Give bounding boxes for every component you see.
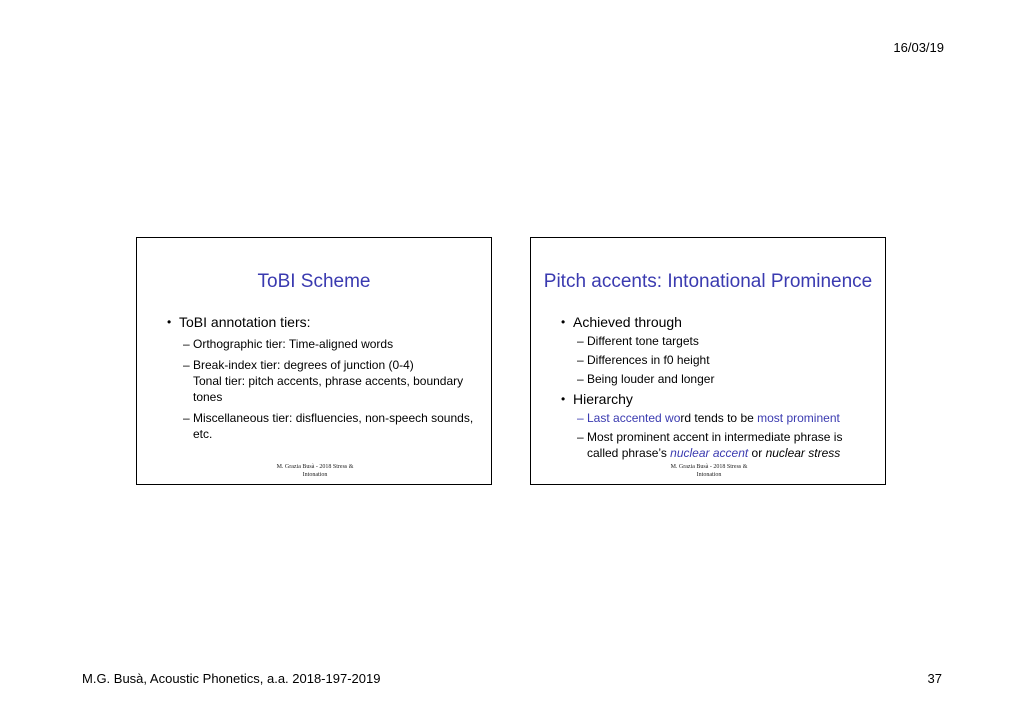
sub-item-nuclear-accent	[559, 429, 877, 461]
slide-title: Pitch accents: Intonational Prominence	[543, 271, 873, 292]
bullet-item: • Achieved through	[559, 314, 877, 331]
slide-footer	[649, 463, 769, 479]
sub-item-f0-height: – Differences in f0 height	[577, 353, 710, 367]
slide-footer	[255, 463, 375, 479]
slide-footer-line: Intonation	[302, 472, 328, 478]
slide-footer-line: Intonation	[696, 472, 722, 478]
slide-pitch-accents	[530, 237, 886, 485]
plain-text: – Most prominent accent in intermediate phrase is called phrase’s	[577, 430, 843, 460]
plain-text: or	[748, 446, 766, 460]
sub-item-tonal: Tonal tier: pitch accents, phrase accents, boundary tones	[193, 374, 464, 404]
sub-item-tone-targets: – Different tone targets	[577, 334, 699, 348]
page-date: 16/03/19	[893, 40, 944, 55]
sub-item-orthographic: – Orthographic tier: Time-aligned words	[183, 337, 394, 351]
plain-text: rd tends to be	[680, 411, 758, 425]
emphasis-text: nuclear stress	[765, 446, 841, 460]
bullet-item: • Hierarchy	[559, 391, 877, 408]
slide-tobi-scheme	[136, 237, 492, 485]
highlight-text: – Last accented wo	[577, 411, 681, 425]
page-footer-course: M.G. Busà, Acoustic Phonetics, a.a. 2018-197-2019	[82, 671, 381, 686]
slide-content	[165, 314, 483, 442]
sub-item-break-index: – Break-index tier: degrees of junction (0-4)	[183, 358, 414, 372]
slide-title: ToBI Scheme	[257, 271, 371, 292]
slide-footer-line: M. Grazia Busà - 2018 Stress &	[276, 464, 354, 470]
highlight-text: nuclear accent	[670, 446, 749, 460]
highlight-text: most prominent	[757, 411, 840, 425]
page-number: 37	[927, 671, 942, 686]
slide-footer-line: M. Grazia Busà - 2018 Stress &	[670, 464, 748, 470]
sub-item-last-accented	[559, 410, 877, 426]
sub-item-miscellaneous: – Miscellaneous tier: disfluencies, non-speech sounds, etc.	[183, 411, 474, 441]
slide-content	[559, 314, 877, 461]
sub-item-louder-longer: – Being louder and longer	[577, 372, 715, 386]
bullet-item: • ToBI annotation tiers:	[165, 314, 483, 331]
